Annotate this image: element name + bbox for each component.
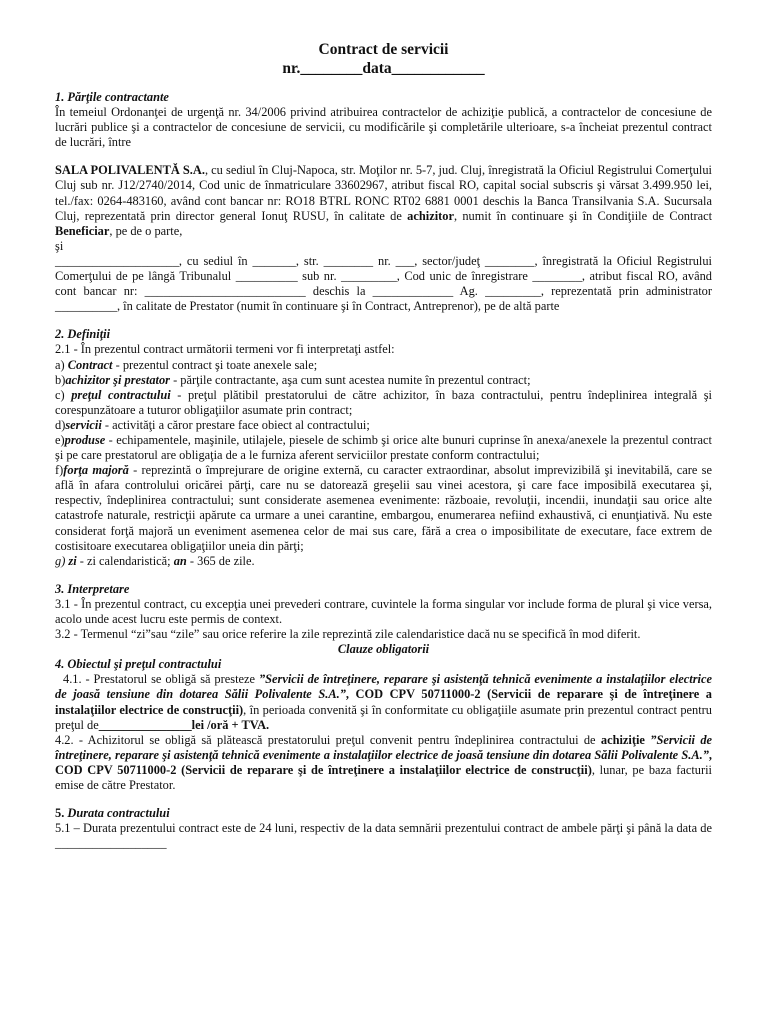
section-4-heading: 4. Obiectul şi preţul contractului — [55, 657, 222, 672]
section-3-paragraph-2: 3.2 - Termenul “zi”sau “zile” sau orice referire la zile reprezintă zile calendaristice dacă nu se specifică în mod diferit. — [55, 627, 641, 642]
section-1-intro: În temeiul Ordonanţei de urgenţă nr. 34/2006 privind atribuirea contractelor de achiziţie publică, a contractelor de concesiune de lucrări publice şi a contractelor de concesiune de servicii, cu modificările şi completările ulterioare, s-a încheiat prezentul contract de lucrări, între — [55, 105, 712, 150]
document-subtitle: nr.________data____________ — [282, 60, 485, 77]
section-5-heading: 5. Durata contractului — [55, 806, 170, 821]
mandatory-clauses-heading: Clauze obligatorii — [337, 642, 430, 657]
party-1-paragraph: SALA POLIVALENTĂ S.A., cu sediul în Cluj-Napoca, str. Moţilor nr. 5-7, jud. Cluj, înregistrată la Oficiul Registrului Comerţului Cluj sub nr. J12/2740/2014, Cod unic de înmatriculare 33602967, atribut fiscal RO, capital social subscris şi vărsat 3.499.950 lei, tel./fax: 0264-483160, având cont bancar nr: RO18 BTRL RONC RT02 6881 0001 deschis la Banca Transilvania S.A. Sucursala Cluj, reprezentată prin director general Ionuţ RUSU, în calitate de achizitor, numit în continuare şi în Condiţiile de Contract Beneficiar, pe de o parte, — [55, 163, 713, 238]
definition-d: d)servicii - activităţi a căror prestare face obiect al contractului; — [55, 417, 370, 432]
section-4-paragraph-1: 4.1. - Prestatorul se obligă să presteze ”Servicii de întreţinere, reparare şi asistenţă tehnică evenimente a instalaţiilor electrice de joasă tensiune din dotarea Sălii Polivalente S.A.”, COD CPV 50711000-2 (Servicii de reparare şi de întreţinere a instalaţiilor electrice de construcţii), în perioada convenită şi în conformitate cu obligaţiile asumate prin prezentul contract pentru preţul de_______________lei /oră + TVA. — [55, 672, 713, 732]
definition-b: b)achizitor şi prestator - părţile contractante, aşa cum sunt acestea numite în prezentul contract; — [55, 372, 531, 387]
section-3-heading: 3. Interpretare — [55, 581, 130, 596]
section-2-intro: 2.1 - În prezentul contract următorii termeni vor fi interpretaţi astfel: — [55, 342, 395, 357]
party-2-paragraph: ____________________, cu sediul în _______, str. ________ nr. ___, sector/judeţ ________, înregistrată la Oficiul Registrului Comerţului de pe lângă Tribunalul __________ sub nr. _________, Cod unic de înregistrare ________, atribut fiscal RO, având cont bancar nr: __________________________ deschis la _____________ Ag. _________, reprezentată prin administrator __________, în calitate de Prestator (numit în continuare şi în Contract, Antreprenor), pe de altă parte — [55, 253, 712, 314]
party-1-name: SALA POLIVALENTĂ S.A. — [55, 163, 205, 178]
document-title: Contract de servicii — [318, 41, 449, 58]
definition-c: c) preţul contractului - preţul plătibil prestatorului de către achizitor, în baza contractului, pentru îndeplinirea integrală şi corespunzătoare a tuturor obligaţiilor asumate prin contract; — [55, 387, 713, 417]
section-4-paragraph-2: 4.2. - Achizitorul se obligă să plătească prestatorului preţul convenit pentru îndeplinirea contractului de achiziţie ”Servicii de întreţinere, reparare şi asistenţă tehnică evenimente a instalaţiilor electrice de joasă tensiune din dotarea Sălii Polivalente S.A.”, COD CPV 50711000-2 (Servicii de reparare şi de întreţinere a instalaţiilor electrice de construcţii), lunar, pe baza facturii emise de către Prestator. — [55, 732, 713, 793]
definition-a: a) Contract - prezentul contract şi toate anexele sale; — [55, 357, 318, 372]
definition-g: g) zi - zi calendaristică; an - 365 de zile. — [55, 553, 255, 568]
section-2-heading: 2. Definiţii — [55, 327, 111, 342]
section-3-paragraph-1: 3.1 - În prezentul contract, cu excepţia unei prevederi contrare, cuvintele la forma singular vor include forma de plural şi vice versa, acolo unde acest lucru este permis de context. — [55, 596, 712, 626]
section-1-heading: 1. Părţile contractante — [55, 90, 169, 104]
conjunction: şi — [55, 238, 64, 253]
definition-f: f)forţa majoră - reprezintă o împrejurare de origine externă, cu caracter extraordinar, absolut imprevizibilă şi inevitabilă, care se află în afara controlului oricărei părţi, care nu se datorează greşelii sau vinei acestora, şi care face imposibilă executarea şi, respectiv, îndeplinirea contractului; sunt considerate asemenea evenimente: războaie, revoluţii, incendii, inundaţii sau orice alte catastrofe naturale, restricţii apărute ca urmare a unei carantine, embargou, enumerarea nefiind exhaustivă, ci enunţiativă. Nu este considerat forţă majoră un eveniment asemenea celor de mai sus care, fără a crea o imposibilitate de executare, face extrem de costisitoare executarea obligaţiilor uneia din părţi; — [55, 463, 712, 553]
section-5-paragraph-1: 5.1 – Durata prezentului contract este de 24 luni, respectiv de la data semnării prezentului contract de ambele părţi şi până la data de __________________ — [55, 821, 712, 851]
definition-e: e)produse - echipamentele, maşinile, utilajele, piesele de schimb şi orice alte bunuri cuprinse în anexa/anexele la prezentul contract şi pe care prestatorul are obligaţia de a le furniza aferent serviciilor prestate conform contractului; — [55, 432, 712, 463]
